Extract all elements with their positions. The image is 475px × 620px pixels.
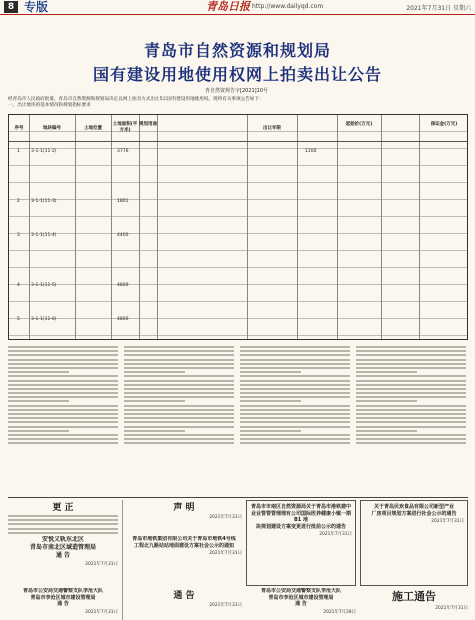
notice-date: 2021年7月31日 (319, 532, 352, 537)
th-location: 土地位置 (84, 126, 102, 131)
table-gridline (157, 115, 158, 339)
text-line (356, 380, 466, 382)
doc-number: 青自然资规告字[2021]10号 (205, 88, 268, 94)
text-line (124, 388, 234, 390)
table-gridline (139, 115, 140, 339)
text-line (356, 384, 466, 386)
text-line (240, 417, 350, 419)
text-line (240, 380, 350, 382)
text-line (8, 421, 118, 423)
text-line (124, 359, 234, 361)
cell-parcel: 3-1-1(11-3) (31, 199, 57, 204)
text-line (8, 363, 118, 365)
text-line (356, 400, 417, 402)
text-line (356, 359, 466, 361)
th-start-price: 起始价(万元) (345, 122, 373, 127)
text-line (356, 426, 466, 428)
body-column-2 (124, 344, 234, 494)
text-line (124, 426, 234, 428)
notice-mid-bottom (126, 588, 242, 620)
text-line (356, 413, 466, 415)
text-line (240, 359, 350, 361)
notice-title: 安悦义轨东北区 青岛市南北区域造管理局 通 告 (29, 536, 96, 559)
notice-title: 通 告 (173, 591, 195, 601)
text-line (240, 438, 350, 440)
newspaper-logo: 青岛日报 (206, 0, 250, 13)
notice-construction (360, 588, 468, 620)
notice-date: 2021年7月31日 (85, 609, 118, 615)
text-line (356, 417, 466, 419)
text-line (356, 371, 417, 373)
cell-area: 4400 (117, 233, 129, 238)
text-line (8, 354, 118, 356)
text-line (124, 354, 234, 356)
text-line (124, 434, 234, 436)
text-line (240, 426, 350, 428)
text-line (8, 519, 118, 521)
text-line (356, 442, 466, 444)
text-line (124, 392, 234, 394)
cell-index: 3 (17, 233, 20, 238)
notice-right-bottom-left (246, 588, 356, 620)
parcel-table (8, 114, 468, 340)
text-line (240, 375, 350, 377)
cell-parcel: 3-1-1(11-2) (31, 149, 57, 154)
text-line (124, 405, 234, 407)
notice-left-mid (8, 536, 118, 586)
text-line (356, 367, 466, 369)
text-line (8, 434, 118, 436)
text-line (8, 442, 118, 444)
text-line (124, 400, 185, 402)
notice-title: 青岛市公安局交通警察支队李沧大队 青岛市李沧区城市建设管理局 通 告 (260, 588, 341, 607)
notice-date: 2021年7月31日 (209, 603, 242, 608)
text-line (240, 392, 350, 394)
text-line (124, 421, 234, 423)
text-line (124, 409, 234, 411)
text-line (240, 354, 350, 356)
notice-title: 青岛市公安局交通警察支队李沧大队 青岛市李沧区城市建设管理局 通 告 (22, 588, 103, 607)
text-line (8, 532, 118, 534)
text-line (8, 523, 118, 525)
text-line (8, 430, 69, 432)
notice-title: 更 正 (52, 503, 74, 513)
notice-date: 2021年7月31日 (435, 606, 468, 611)
notice-title: 施工通告 (392, 590, 436, 603)
text-line (356, 409, 466, 411)
notice-left-bottom (8, 588, 118, 620)
text-line (8, 409, 118, 411)
table-gridline (75, 115, 76, 339)
body-column-4 (356, 344, 466, 494)
text-line (124, 430, 185, 432)
text-line (124, 442, 234, 444)
text-line (8, 371, 69, 373)
text-line (240, 434, 350, 436)
text-line (356, 354, 466, 356)
page-number: 8 (4, 1, 18, 13)
text-line (124, 380, 234, 382)
cell-area: 4800 (117, 283, 129, 288)
text-line (356, 434, 466, 436)
th-deposit: 保证金(万元) (430, 122, 458, 127)
text-line (240, 367, 350, 369)
text-line (124, 375, 234, 377)
text-line (124, 438, 234, 440)
text-line (240, 371, 301, 373)
cell-index: 4 (17, 283, 20, 288)
text-line (240, 346, 350, 348)
intro-text (8, 97, 468, 109)
table-gridline (247, 115, 248, 339)
cell-index: 5 (17, 317, 20, 322)
cell-price: 1100 (305, 149, 317, 154)
text-line (240, 388, 350, 390)
table-caption: 一、出让地块的基本情况和规划指标要求 (8, 103, 91, 108)
cell-area: 3776 (117, 149, 129, 154)
text-line (8, 396, 118, 398)
notice-planning-minhuan (360, 500, 468, 586)
text-line (124, 363, 234, 365)
text-line (124, 346, 234, 348)
table-gridline (111, 115, 112, 339)
text-line (124, 371, 185, 373)
text-line (8, 346, 118, 348)
table-gridline (419, 115, 420, 339)
text-line (356, 421, 466, 423)
table-gridline (381, 115, 382, 339)
cell-parcel: 3-1-1(11-4) (31, 233, 57, 238)
text-line (8, 528, 118, 530)
text-line (356, 405, 466, 407)
notice-date: 2021年7月28日 (323, 609, 356, 615)
notice-title: 青岛市地铁集团有限公司关于青岛市地铁4号线 工程北九路站站地面建设方案社会公示的通知 (132, 536, 236, 549)
table-gridline (297, 115, 298, 339)
notice-body (8, 515, 118, 534)
text-line (8, 384, 118, 386)
text-line (8, 438, 118, 440)
text-line (8, 388, 118, 390)
main-title-line2: 国有建设用地使用权网上拍卖出让公告 (92, 65, 382, 84)
text-line (240, 421, 350, 423)
text-line (8, 367, 118, 369)
text-line (356, 430, 417, 432)
text-line (124, 417, 234, 419)
text-line (356, 346, 466, 348)
main-title-line1: 青岛市自然资源和规划局 (143, 41, 331, 60)
notice-date: 2021年7月31日 (85, 562, 118, 567)
text-line (8, 515, 118, 517)
table-header-rule (9, 141, 467, 142)
cell-parcel: 3-1-1(11-6) (31, 317, 57, 322)
intro-paragraph: 经青岛市人民政府批准，青岛市自然资源和规划局决定以网上拍卖方式出让5宗国有建设用地使用权。现将有关事项公告如下： (8, 97, 264, 102)
text-line (124, 350, 234, 352)
text-line (240, 350, 350, 352)
th-use: 规划用途 (139, 122, 157, 127)
text-line (8, 350, 118, 352)
text-line (8, 380, 118, 382)
text-line (356, 375, 466, 377)
text-line (124, 384, 234, 386)
cell-index: 2 (17, 199, 20, 204)
table-gridline (337, 115, 338, 339)
body-column-3 (240, 344, 350, 494)
text-line (356, 392, 466, 394)
cell-index: 1 (17, 149, 20, 154)
notice-planning-shinan (246, 500, 356, 586)
text-line (8, 405, 118, 407)
text-line (8, 375, 118, 377)
th-index: 序号 (14, 126, 24, 131)
text-line (124, 367, 234, 369)
text-line (240, 409, 350, 411)
text-line (240, 430, 301, 432)
text-line (240, 405, 350, 407)
cell-area: 1801 (117, 199, 129, 204)
text-line (240, 363, 350, 365)
notice-date: 2021年7月31日 (431, 519, 464, 524)
notice-title: 青岛市市南区自然资源局关于青岛市港铁建中 业业管管管理理有公司国际医养健康小镇一期 B1 地 块规划建设方案变更进行批前公示的通告 (250, 504, 351, 530)
text-line (240, 400, 301, 402)
column-rule (122, 500, 123, 620)
issue-date: 2021年7月31日 星期六 (406, 5, 471, 12)
th-parcel-no: 地块编号 (43, 126, 61, 131)
text-line (356, 350, 466, 352)
text-line (8, 426, 118, 428)
cell-parcel: 3-1-1(11-5) (31, 283, 57, 288)
text-line (356, 396, 466, 398)
notice-metro (126, 536, 242, 586)
text-line (124, 396, 234, 398)
section-label: 专版 (24, 0, 49, 14)
table-gridline (29, 115, 30, 339)
notice-title: 关于青岛民欢食品有限公司新型产业 厂房项目规划方案进行社会公示的通告 (371, 504, 457, 517)
text-line (8, 413, 118, 415)
text-line (240, 384, 350, 386)
cell-area: 4800 (117, 317, 129, 322)
page-header (0, 0, 475, 15)
text-line (356, 388, 466, 390)
text-line (124, 413, 234, 415)
text-line (240, 396, 350, 398)
notice-date: 2021年7月31日 (209, 515, 242, 520)
text-line (240, 413, 350, 415)
text-line (8, 417, 118, 419)
text-line (356, 363, 466, 365)
text-line (8, 400, 69, 402)
th-term: 出让年限 (263, 126, 281, 131)
text-line (8, 392, 118, 394)
th-area: 土地面积(平方米) (112, 122, 138, 133)
site-url[interactable]: http://www.dailyqd.com (252, 3, 324, 10)
section-divider (8, 497, 468, 498)
notice-correction (8, 500, 118, 534)
body-column-1 (8, 344, 118, 494)
notice-date: 2021年7月31日 (209, 551, 242, 556)
notice-title: 声 明 (173, 503, 195, 513)
text-line (8, 359, 118, 361)
notice-statement (126, 500, 242, 534)
text-line (240, 442, 350, 444)
text-line (356, 438, 466, 440)
